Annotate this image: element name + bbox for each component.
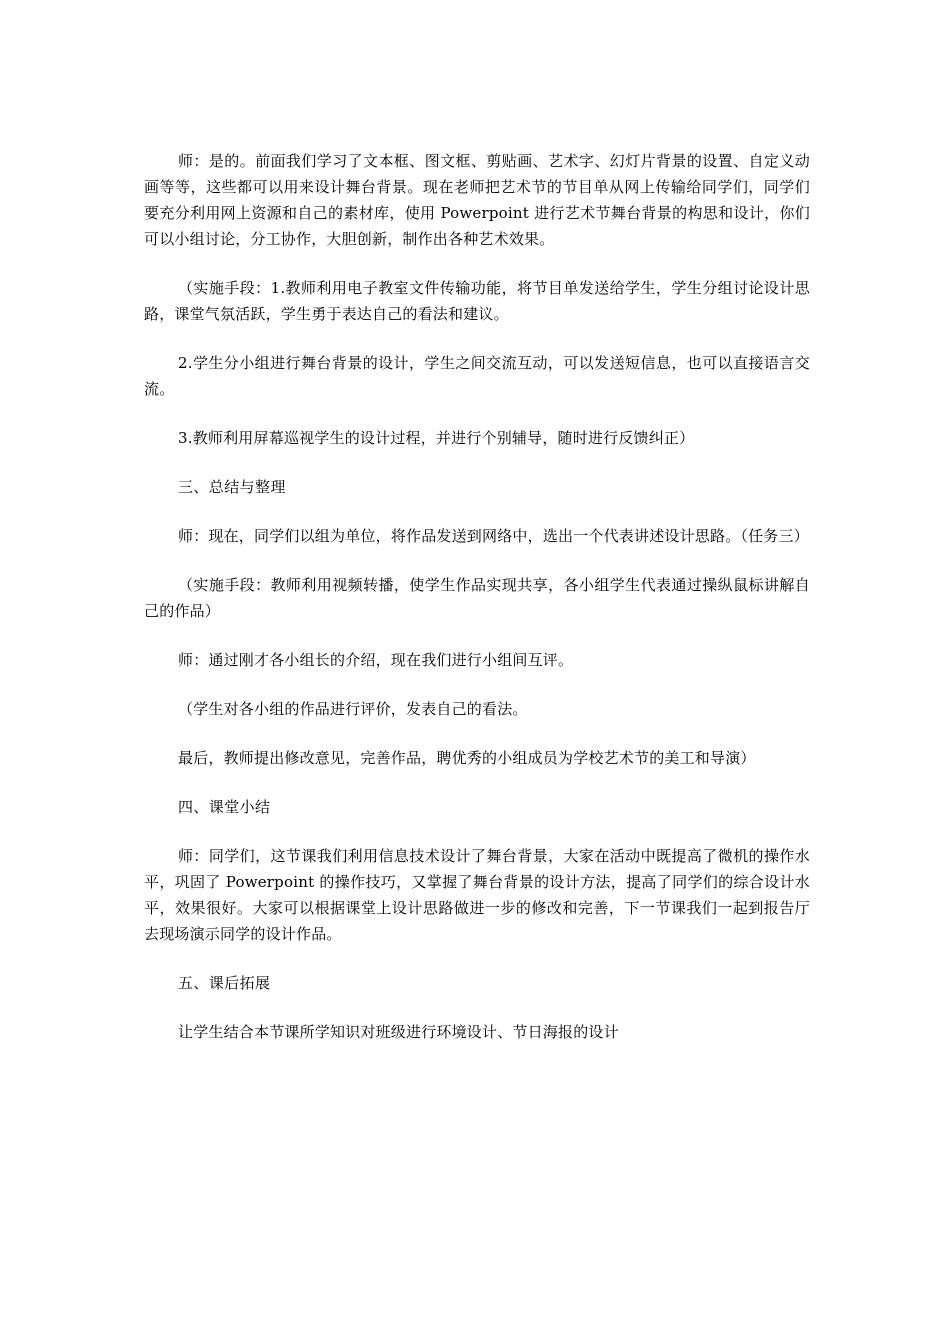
paragraph-teacher-feedback: 最后，教师提出修改意见，完善作品，聘优秀的小组成员为学校艺术节的美工和导演）	[178, 749, 756, 767]
paragraph-method-3: 3.教师利用屏幕巡视学生的设计过程，并进行个别辅导，随时进行反馈纠正）	[178, 429, 695, 447]
paragraph-video-method: （实施手段：教师利用视频转播，使学生作品实现共享，各小组学生代表通过操纵鼠标讲解自己的作品）	[144, 576, 810, 620]
paragraph-teacher-intro: 师：是的。前面我们学习了文本框、图文框、剪贴画、艺术字、幻灯片背景的设置、自定义动画等等，这些都可以用来设计舞台背景。现在老师把艺术节的节目单从网上传输给同学们，同学们要充分利用网上资源和自己的素材库，使用 Powerpoint 进行艺术节舞台背景的构思和设计，你们可以小组讨论，分工协作，大胆创新，制作出各种艺术效果。	[144, 152, 810, 248]
paragraph-group-review: 师：通过刚才各小组长的介绍，现在我们进行小组间互评。	[178, 651, 574, 669]
document-body	[144, 148, 810, 1068]
paragraph-student-evaluation: （学生对各小组的作品进行评价，发表自己的看法。	[178, 700, 528, 718]
paragraph-task-three: 师：现在，同学们以组为单位，将作品发送到网络中，选出一个代表讲述设计思路。（任务三）	[178, 527, 809, 545]
section-heading-extension: 五、课后拓展	[178, 974, 271, 992]
paragraph-method-2: 2.学生分小组进行舞台背景的设计，学生之间交流互动，可以发送短信息，也可以直接语言交流。	[144, 354, 810, 398]
section-heading-class-summary: 四、课堂小结	[178, 798, 271, 816]
paragraph-class-summary: 师：同学们，这节课我们利用信息技术设计了舞台背景，大家在活动中既提高了微机的操作水平，巩固了 Powerpoint 的操作技巧，又掌握了舞台背景的设计方法，提高了同学们的综合设计水平，效果很好。大家可以根据课堂上设计思路做进一步的修改和完善，下一节课我们一起到报告厅去现场演示同学的设计作品。	[144, 847, 810, 943]
section-heading-summary: 三、总结与整理	[178, 478, 286, 496]
paragraph-extension: 让学生结合本节课所学知识对班级进行环境设计、节日海报的设计	[178, 1023, 619, 1041]
paragraph-method-1: （实施手段：1.教师利用电子教室文件传输功能，将节目单发送给学生，学生分组讨论设计思路，课堂气氛活跃，学生勇于表达自己的看法和建议。	[144, 279, 810, 323]
